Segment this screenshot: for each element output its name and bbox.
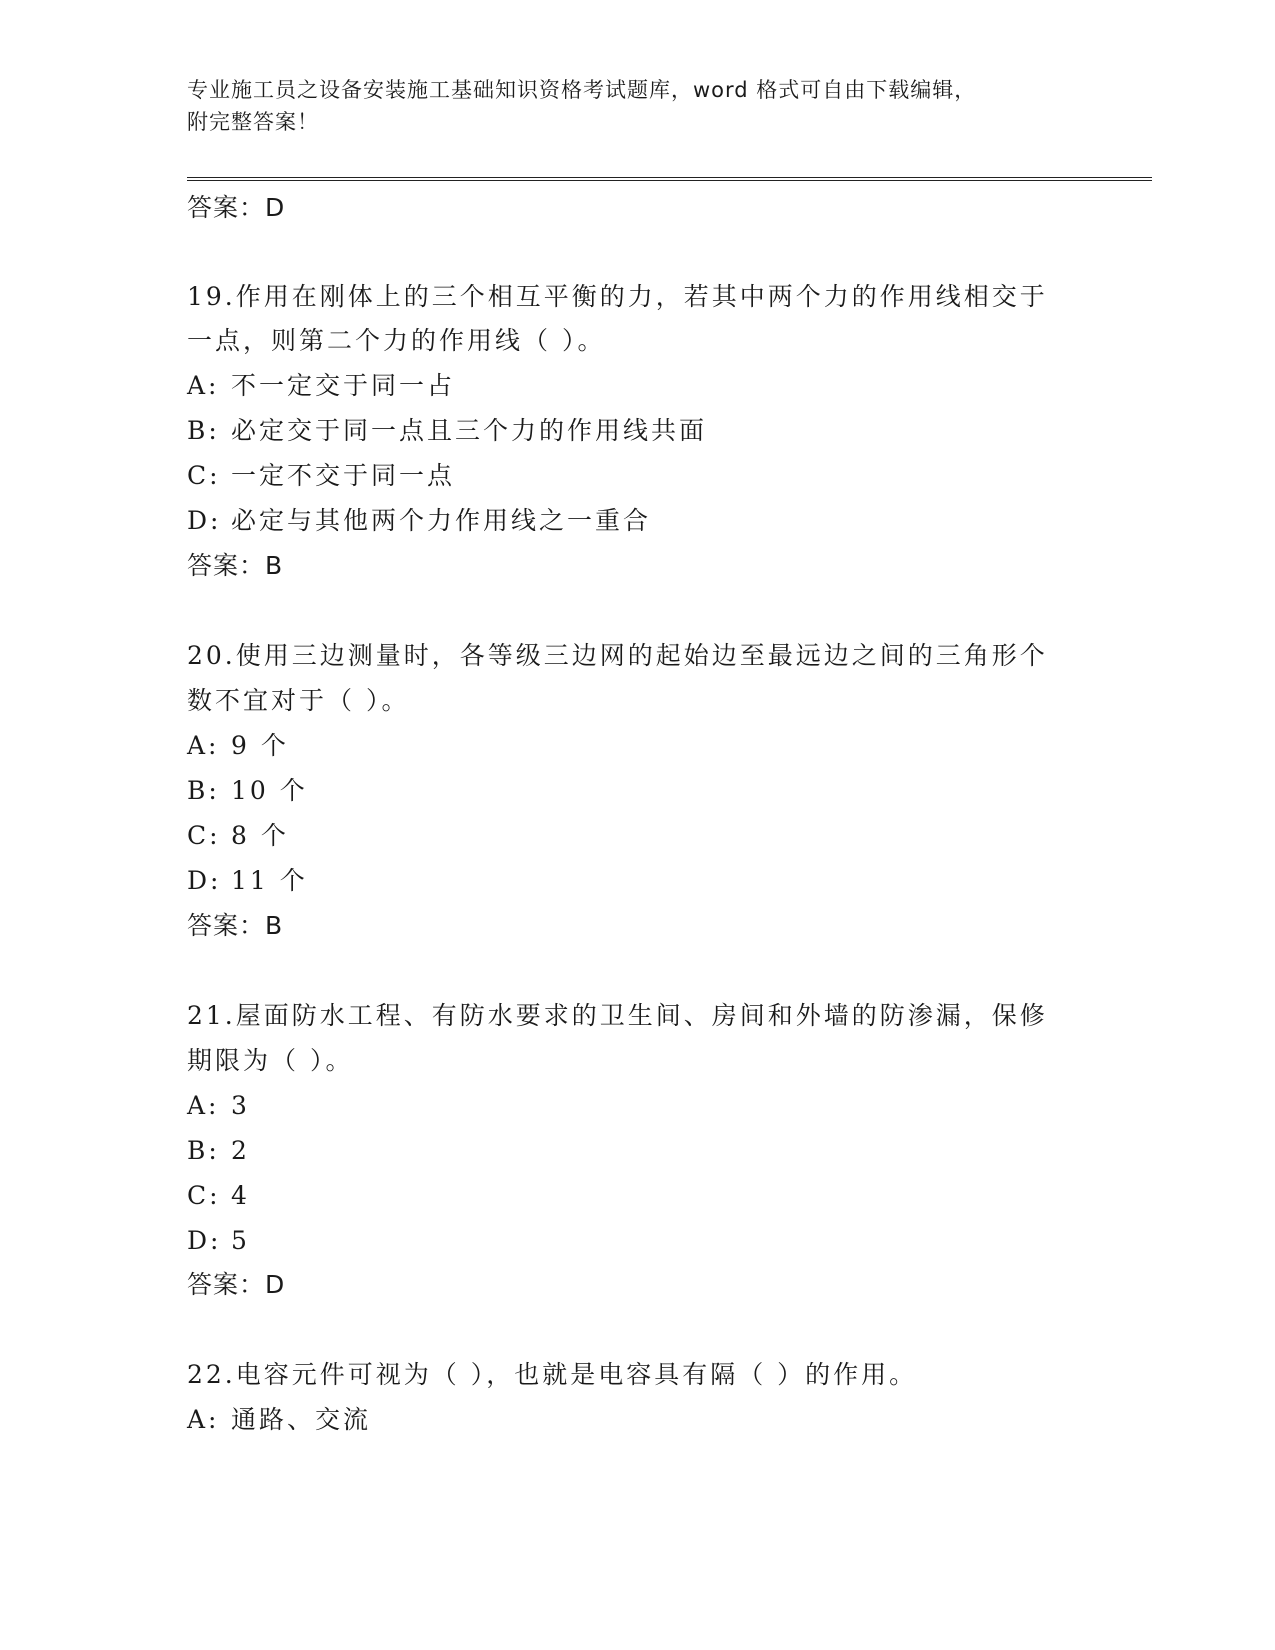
- option-text: 3: [231, 1091, 250, 1120]
- option-text: 必定交于同一点且三个力的作用线共面: [231, 416, 708, 445]
- option-text: 2: [231, 1136, 250, 1165]
- q22-option-a: [187, 1398, 371, 1442]
- q22-stem-line-1: 22.电容元件可视为（ ），也就是电容具有隔（ ）的作用。: [187, 1360, 918, 1389]
- option-letter: D:: [187, 506, 222, 535]
- q19-option-c: [187, 454, 455, 498]
- option-text: 不一定交于同一占: [231, 371, 456, 400]
- q21-stem-line-2: 期限为（ ）。: [187, 1046, 354, 1075]
- q19-answer: 答案：B: [187, 551, 284, 580]
- q20-answer: 答案：B: [187, 911, 284, 940]
- answer-prev: 答案：D: [187, 193, 286, 222]
- option-text: 通路、交流: [231, 1405, 372, 1434]
- q21-option-d: [187, 1219, 250, 1263]
- q21-option-c: [187, 1174, 250, 1218]
- option-letter: C:: [187, 461, 221, 490]
- q19-stem-line-2: 一点，则第二个力的作用线（ ）。: [187, 326, 606, 355]
- option-letter: D:: [187, 866, 222, 895]
- option-text: 8 个: [231, 821, 289, 850]
- option-letter: C:: [187, 821, 221, 850]
- option-text: 4: [231, 1181, 250, 1210]
- q21-option-b: [187, 1129, 250, 1173]
- q20-option-a: [187, 724, 289, 768]
- header-line-1: 专业施工员之设备安装施工基础知识资格考试题库，word 格式可自由下载编辑，: [187, 78, 977, 102]
- option-text: 必定与其他两个力作用线之一重合: [231, 506, 652, 535]
- q20-option-b: [187, 769, 308, 813]
- option-letter: C:: [187, 1181, 221, 1210]
- document-header: [187, 74, 1087, 138]
- q20-stem-line-1: 20.使用三边测量时，各等级三边网的起始边至最远边之间的三角形个: [187, 641, 1048, 670]
- option-letter: B:: [187, 416, 220, 445]
- q19-option-b: [187, 409, 707, 453]
- q20-option-d: [187, 859, 308, 903]
- option-text: 5: [231, 1226, 250, 1255]
- option-text: 一定不交于同一点: [231, 461, 456, 490]
- option-letter: A:: [187, 731, 220, 760]
- q21-option-a: [187, 1084, 250, 1128]
- option-text: 11 个: [231, 866, 308, 895]
- q19-option-a: [187, 364, 455, 408]
- option-letter: A:: [187, 371, 220, 400]
- q21-stem-line-1: 21.屋面防水工程、有防水要求的卫生间、房间和外墙的防渗漏，保修: [187, 1001, 1048, 1030]
- q21-answer: 答案：D: [187, 1270, 286, 1299]
- q20-option-c: [187, 814, 289, 858]
- option-letter: B:: [187, 776, 220, 805]
- option-text: 9 个: [231, 731, 289, 760]
- option-letter: A:: [187, 1091, 220, 1120]
- q19-option-d: [187, 499, 651, 543]
- header-line-2: 附完整答案！: [187, 110, 319, 134]
- option-letter: B:: [187, 1136, 220, 1165]
- option-letter: A:: [187, 1405, 220, 1434]
- q20-stem-line-2: 数不宜对于（ ）。: [187, 686, 410, 715]
- option-text: 10 个: [231, 776, 308, 805]
- q19-stem-line-1: 19.作用在刚体上的三个相互平衡的力，若其中两个力的作用线相交于: [187, 282, 1048, 311]
- header-divider: [187, 177, 1152, 181]
- option-letter: D:: [187, 1226, 222, 1255]
